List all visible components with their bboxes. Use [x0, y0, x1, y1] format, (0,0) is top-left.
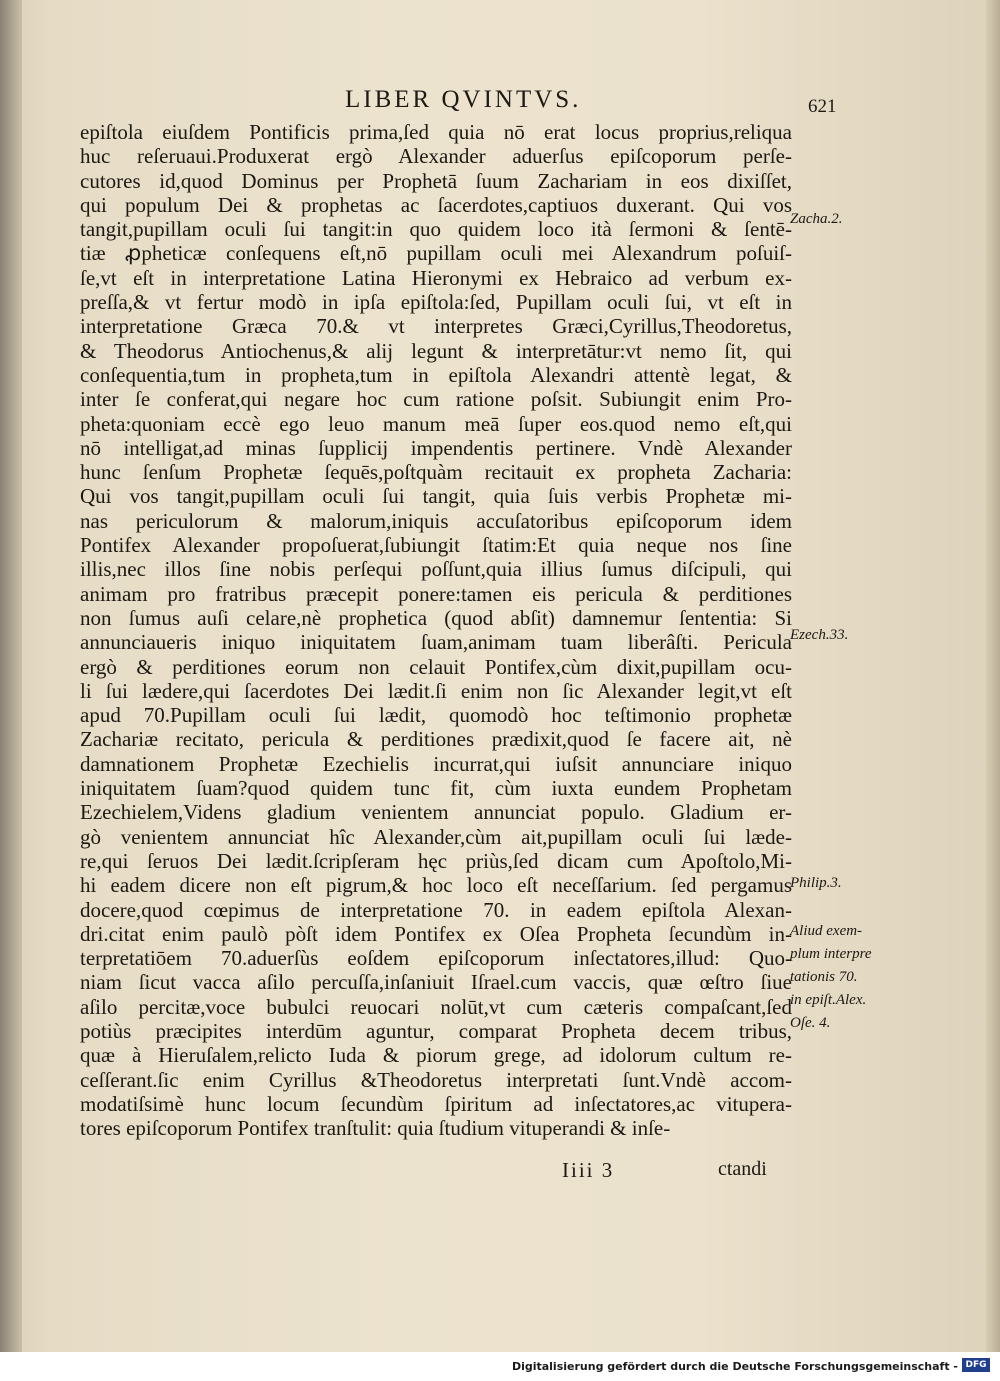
text-line: niam ſicut vacca aſilo percuſſa,inſaniuit Iſrael.cum vaccis, quæ œſtro ſiue [80, 970, 792, 995]
text-line: qui populum Dei & prophetas ac ſacerdotes,captiuos duxerant. Qui vos [80, 192, 792, 217]
text-line: modatiſsimè hunc locum ſecundùm ſpiritum ad inſectatores,ac vitupera- [80, 1091, 792, 1116]
dfg-logo-icon: DFG [962, 1358, 990, 1372]
text-line: hunc ſenſum Prophetæ ſequēs,poſtquàm recitauit ex propheta Zacharia: [80, 460, 792, 485]
text-line: terpretatiōem 70.aduerſùs eoſdem epiſcoporum inſectatores,illud: Quo- [80, 946, 792, 971]
text-line: ergò & perditiones eorum non celauit Pontifex,cùm dixit,pupillam ocu- [80, 654, 792, 679]
text-line: nas periculorum & malorum,iniquis accuſatoribus epiſcoporum idem [80, 508, 792, 533]
text-line: tiæ ꝓpheticæ conſequens eſt,nō pupillam oculi mei Alexandrum poſuiſ- [80, 241, 792, 266]
text-line: iniquitatem ſuam?quod quidem tunc fit, cùm iuxta eundem Prophetam [80, 776, 792, 801]
text-line: tores epiſcoporum Pontifex tranſtulit: quia ſtudium vituperandi & inſe- [80, 1116, 671, 1141]
text-line: interpretatione Græca 70.& vt interpretes Græci,Cyrillus,Theodoretus, [80, 314, 792, 339]
body-text [80, 120, 792, 1140]
text-line: Qui vos tangit,pupillam oculi ſui tangit, quia ſuis verbis Prophetæ mi- [80, 484, 792, 509]
text-line: preſſa,& vt fertur modò in ipſa epiſtola:ſed, Pupillam oculi ſui, vt eſt in [80, 290, 792, 315]
text-line: nō intelligat,ad minas ſupplicij impendentis pertinere. Vndè Alexander [80, 435, 792, 460]
text-line: Ezechielem,Videns gladium venientem annunciat populo. Gladium er- [80, 800, 792, 825]
text-line: & Theodorus Antiochenus,& alij legunt & interpretātur:vt nemo ſit, qui [80, 338, 792, 363]
text-line: apud 70.Pupillam oculi ſui lædit, quomodò hoc teſtimonio prophetæ [80, 703, 792, 728]
text-line: inter ſe conferat,qui negare hoc cum ratione poſsit. Subiungit enim Pro- [80, 387, 792, 412]
text-line: pheta:quoniam eccè ego leuo manum meā ſuper eos.quod nemo eſt,qui [80, 411, 792, 436]
marginal-note-osee: Oſe. 4. [790, 1015, 831, 1031]
text-line: cutores id,quod Dominus per Prophetā ſuum Zachariam in eos dixiſſet, [80, 168, 792, 193]
text-line: quæ à Hieruſalem,relicto Iuda & piorum grege, ad idolorum cultum re- [80, 1043, 792, 1068]
marginal-note-aliud-4: in epiſt.Alex. [790, 992, 867, 1008]
page-number: 621 [808, 96, 837, 117]
text-line: Pontifex Alexander propoſuerat,ſubiungit ſtatim:Et quia neque nos ſine [80, 533, 792, 558]
text-line: ſe,vt eſt in interpretatione Latina Hieronymi ex Hebraico ad verbum ex- [80, 265, 792, 290]
text-line: annunciaueris iniquo iniquitatem ſuam,animam tuam liberâſti. Pericula [80, 630, 792, 655]
marginal-note-aliud-1: Aliud exem- [790, 923, 863, 939]
text-line: tangit,pupillam oculi ſui tangit:in quo quidem loco ità ſermoni & ſentē- [80, 217, 792, 242]
text-line: ceſſerant.ſic enim Cyrillus &Theodoretus interpretati ſunt.Vndè accom- [80, 1067, 792, 1092]
text-line: potiùs præcipites interdūm aguntur, comparat Propheta decem tribus, [80, 1018, 792, 1043]
text-line: epiſtola eiuſdem Pontificis prima,ſed quia nō erat locus proprius,reliqua [80, 120, 792, 144]
marginal-note-aliud-2: plum interpre [790, 946, 872, 962]
text-line: conſequentia,tum in propheta,tum in epiſtola Alexandri attentè legat, & [80, 362, 792, 387]
text-line: non ſumus auſi celare,nè prophetica (quod abſit) damnemur ſententia: Si [80, 605, 792, 630]
viewer-footer [0, 1352, 1000, 1381]
text-line: li ſui lædere,qui ſacerdotes Dei lædit.ſi enim non ſic Alexander legit,vt eſt [80, 678, 792, 703]
text-line: docere,quod cœpimus de interpretatione 70. in eadem epiſtola Alexan- [80, 897, 792, 922]
text-line: animam pro fratribus præcepit ponere:tamen eis pericula & perditiones [80, 581, 792, 606]
signature-mark: Iiii 3 [562, 1158, 615, 1182]
funding-credit: Digitalisierung gefördert durch die Deutsche Forschungsgemeinschaft - [511, 1360, 958, 1373]
text-line: aſilo percitæ,voce bubulci reuocari nolūt,vt cum cæteris compaſcant,ſed [80, 994, 792, 1019]
text-line: damnationem Prophetæ Ezechielis incurrat,qui iuſsit annunciare iniquo [80, 751, 792, 776]
running-head: LIBER QVINTVS. [345, 86, 582, 113]
text-line: Zachariæ recitato, pericula & perditiones prædixit,quod ſe facere ait, nè [80, 727, 792, 752]
marginal-note-ezechiel: Ezech.33. [790, 627, 849, 643]
marginal-note-philip: Philip.3. [790, 875, 842, 891]
catchword: ctandi [718, 1158, 767, 1180]
text-line: gò venientem annunciat hîc Alexander,cùm ait,pupillam oculi ſui læde- [80, 824, 792, 849]
text-line: dri.citat enim paulò pòſt idem Pontifex ex Oſea Propheta ſecundùm in- [80, 921, 792, 946]
marginal-note-zacharia: Zacha.2. [790, 211, 843, 227]
marginal-note-aliud-3: tationis 70. [790, 969, 858, 985]
text-line: huc reſeruaui.Produxerat ergò Alexander aduerſus epiſcoporum perſe- [80, 144, 792, 169]
text-line: hi eadem dicere non eſt pigrum,& hoc loco eſt neceſſarium. ſed pergamus [80, 873, 792, 898]
text-line: illis,nec illos ſine nobis perſequi poſſunt,quia illius ſumus diſcipuli, qui [80, 557, 792, 582]
text-line: re,qui ſeruos Dei lædit.ſcripſeram hęc priùs,ſed dicam cum Apoſtolo,Mi- [80, 848, 792, 873]
